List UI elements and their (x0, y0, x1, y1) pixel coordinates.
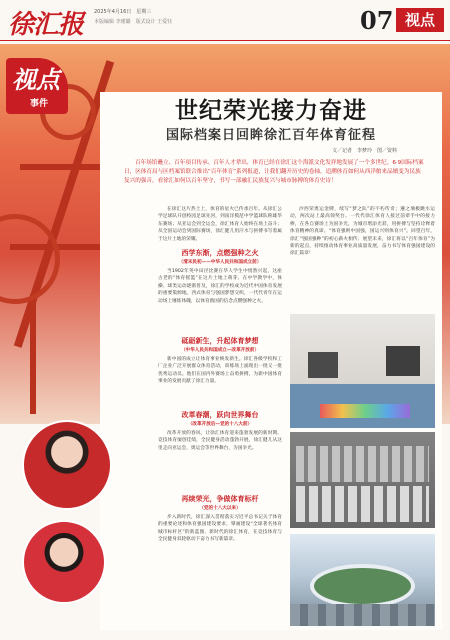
team-back-row (296, 446, 429, 482)
section-subtitle: （党的十八大以来） (199, 506, 241, 511)
gym-equipment (386, 346, 420, 376)
section-badge (6, 58, 68, 114)
athlete-portrait (22, 420, 112, 510)
headline: 世纪荣光接力奋进 (175, 97, 367, 124)
column-two-text: 沙西荣奥运金牌，续写“梦之队”的不朽传奇；遵之璃极跳水运动，两次站上最高领奖台。一代代徐汇体育人接过前辈手中的接力棒，在各自赛场上为国争光，为城市增添光彩，用拼搏与坚持诠释着体育精神的真谛。“体育强则中国强，国运兴则体育兴”。回望百年，徐汇“强国强种”的初心薪火相传；展望未来，徐汇将以“百年体育”为新的起点，持续推动体育事业高质量发展，奋力书写体育强国建设的徐汇篇章！ (290, 207, 435, 257)
gym-photo (290, 314, 435, 428)
section-title: 改革春潮，跃向世界舞台 (181, 411, 259, 419)
section-subtitle: （清末民初——中华人民共和国成立前） (178, 260, 262, 265)
issue-date: 2025年4月16日 星期三 (94, 9, 152, 15)
section-heading (158, 248, 282, 265)
subheadline: 国际档案日回眸徐汇百年体育征程 (165, 128, 376, 143)
section-text: 步入新时代，徐汇深入贯彻落实习近平总书记关于体育的重要论述和体育强国建设要求，擘画建设“全球著名体育城市标杆区”的新蓝图，新时代的徐汇体育，在竞技体育与全民健身双轮驱动下奋力书写新篇章。 (158, 515, 282, 543)
section-subtitle: （中华人民共和国成立—改革开放前） (180, 348, 260, 353)
court-stripes (320, 404, 410, 418)
team-front-row (296, 486, 429, 522)
section-text: 新中国的成立让体育事业焕发新生。徐汇各级学校和工厂企业广泛开展群众体育活动，训练场上涌现出一批又一批优秀运动员。他们在国内外赛场上奋勇拼搏，为新中国体育事业的发展贡献了徐汇力量。 (158, 357, 282, 385)
athlete-portrait (22, 520, 106, 604)
masthead-rule (0, 40, 450, 41)
badge-subtitle: 事件 (30, 99, 49, 109)
badge-title: 视点 (12, 65, 60, 94)
section-heading (158, 410, 282, 427)
section-heading (158, 494, 282, 511)
section-label: 视点 (396, 8, 444, 32)
section-text: 当1902年英中田径比赛在华人学生中悄然兴起，这座古老的“体育摇篮”在这片土地上萌芽。在中学教学中，体操、球类运动逐渐普及，徐汇的学校成为近代中国体育发展的重要策源地。西式体育与强国梦想交织，一代代青年在运动场上锤炼体魄，以体育救国的信念点燃强种之火。 (158, 269, 282, 304)
section-title: 再续荣光，争做体育标杆 (181, 495, 259, 503)
page-editors: 本版编辑 李瑾璐 版式设计 王爱钰 (94, 19, 173, 25)
byline: 文／记者 李梦玲 图／资料 (332, 148, 398, 154)
gym-equipment (308, 352, 338, 378)
article-deck: 百年场馆矗立、百年项目传承、百年人才辈出，体育已经在徐汇这个海派文化发祥地发展了一个多世纪。6·9国际档案日，区体育局与区档案馆联合推出“百年体育”系列报道，让我们翻开历史的卷轴，追溯体育如何从西洋舶来品嬗变为民族复兴的强音，看徐汇如何以百年坚守，书写一部融汇民族复兴与城市脉搏的体育史诗！ (124, 160, 424, 184)
tower-structure (30, 294, 36, 414)
section-heading (158, 336, 282, 353)
historic-team-photo (290, 432, 435, 528)
city-buildings (290, 604, 435, 626)
intro-paragraph: 在徐汇这片热土上，体育的星火已传承百年。从徐汇公学足球队开创校园足球先河，到南洋模范中学篮球队称雄华东赛场；从亚运会到全运会，徐汇体育人始终在场上奋斗；从全国运动会到国际赛场，徐汇健儿用汗水与拼搏书写着属于这片土地的荣耀。 (158, 207, 282, 242)
newspaper-logo: 徐汇报 (8, 10, 84, 40)
stadium-photo (290, 534, 435, 626)
section-subtitle: （改革开放后—党的十八大前） (187, 422, 253, 427)
section-text: 改革开放的春风，让徐汇体育迎来蓬勃发展的新时期。竞技体育屡创佳绩，全民健身活动蓬勃开展，徐汇健儿从这里走向亚运会、奥运会等世界舞台，为国争光。 (158, 431, 282, 451)
section-title: 砥砺新生，升起体育梦想 (181, 337, 259, 345)
page-number: 07 (360, 6, 394, 35)
stadium-field (310, 564, 415, 608)
article-panel (100, 92, 442, 630)
tower-structure (20, 164, 100, 170)
section-title: 西学东渐，点燃强种之火 (181, 249, 259, 257)
